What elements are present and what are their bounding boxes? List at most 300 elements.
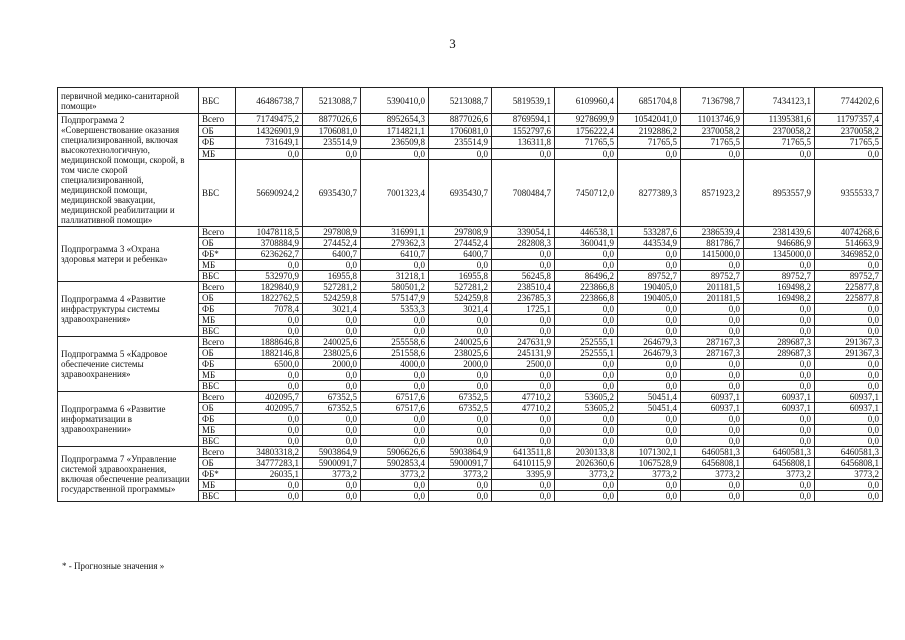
value-cell: 223866,8: [555, 282, 618, 293]
value-cell: 225877,8: [815, 293, 883, 304]
value-cell: 3773,2: [555, 469, 618, 480]
funding-source-cell: Всего: [199, 392, 236, 403]
value-cell: 0,0: [236, 315, 303, 326]
value-cell: 0,0: [303, 315, 361, 326]
value-cell: 0,0: [681, 491, 744, 502]
value-cell: 2030133,8: [555, 447, 618, 458]
table-row: [58, 88, 883, 114]
funding-source-cell: ВБС: [199, 436, 236, 447]
value-cell: 240025,6: [303, 337, 361, 348]
value-cell: 0,0: [555, 436, 618, 447]
value-cell: 0,0: [492, 370, 555, 381]
value-cell: 291367,3: [815, 337, 883, 348]
value-cell: 0,0: [815, 304, 883, 315]
value-cell: 274452,4: [429, 238, 492, 249]
program-name-cell: Подпрограмма 7 «Управление системой здравоохранения, включая обеспечение реализации государственной программы»: [58, 447, 199, 502]
value-cell: 2370058,2: [681, 125, 744, 137]
value-cell: 5900091,7: [429, 458, 492, 469]
value-cell: 8571923,2: [681, 160, 744, 227]
value-cell: 0,0: [744, 359, 815, 370]
value-cell: 67352,5: [303, 403, 361, 414]
value-cell: 252555,1: [555, 348, 618, 359]
funding-source-cell: ВБС: [199, 88, 236, 114]
value-cell: 5902853,4: [361, 458, 429, 469]
value-cell: 6460581,3: [681, 447, 744, 458]
value-cell: 0,0: [429, 381, 492, 392]
value-cell: 0,0: [618, 480, 681, 491]
program-name-cell: Подпрограмма 6 «Развитие информатизации в здравоохранении»: [58, 392, 199, 447]
value-cell: 8877026,6: [303, 114, 361, 126]
value-cell: 190405,0: [618, 282, 681, 293]
funding-source-cell: Всего: [199, 282, 236, 293]
value-cell: 1714821,1: [361, 125, 429, 137]
value-cell: 7136798,7: [681, 88, 744, 114]
value-cell: 47710,2: [492, 392, 555, 403]
value-cell: 0,0: [618, 249, 681, 260]
funding-source-cell: ВБС: [199, 160, 236, 227]
value-cell: 1415000,0: [681, 249, 744, 260]
value-cell: 60937,1: [815, 403, 883, 414]
value-cell: 0,0: [303, 436, 361, 447]
value-cell: 339054,1: [492, 227, 555, 238]
value-cell: 5819539,1: [492, 88, 555, 114]
value-cell: 0,0: [429, 326, 492, 337]
value-cell: 3708884,9: [236, 238, 303, 249]
value-cell: 0,0: [361, 315, 429, 326]
value-cell: 14326901,9: [236, 125, 303, 137]
value-cell: 3773,2: [618, 469, 681, 480]
value-cell: 0,0: [361, 148, 429, 160]
value-cell: 3773,2: [744, 469, 815, 480]
value-cell: 0,0: [681, 304, 744, 315]
value-cell: 26035,1: [236, 469, 303, 480]
value-cell: 50451,4: [618, 403, 681, 414]
value-cell: 0,0: [555, 148, 618, 160]
value-cell: 235514,9: [429, 137, 492, 149]
value-cell: 0,0: [555, 326, 618, 337]
value-cell: 8769594,1: [492, 114, 555, 126]
value-cell: 2370058,2: [815, 125, 883, 137]
value-cell: 527281,2: [303, 282, 361, 293]
value-cell: 86496,2: [555, 271, 618, 282]
value-cell: 0,0: [815, 260, 883, 271]
value-cell: 5906626,6: [361, 447, 429, 458]
value-cell: 71749475,2: [236, 114, 303, 126]
value-cell: 2026360,6: [555, 458, 618, 469]
value-cell: 0,0: [429, 370, 492, 381]
value-cell: 443534,9: [618, 238, 681, 249]
funding-source-cell: ВБС: [199, 271, 236, 282]
funding-source-cell: ОБ: [199, 293, 236, 304]
value-cell: 0,0: [815, 425, 883, 436]
value-cell: 5390410,0: [361, 88, 429, 114]
value-cell: 0,0: [303, 491, 361, 502]
value-cell: 0,0: [303, 326, 361, 337]
value-cell: 0,0: [361, 480, 429, 491]
value-cell: 0,0: [429, 414, 492, 425]
value-cell: 0,0: [681, 414, 744, 425]
value-cell: 0,0: [618, 315, 681, 326]
value-cell: 0,0: [681, 370, 744, 381]
value-cell: 6500,0: [236, 359, 303, 370]
value-cell: 0,0: [236, 370, 303, 381]
value-cell: 2000,0: [303, 359, 361, 370]
value-cell: 89752,7: [618, 271, 681, 282]
value-cell: 3773,2: [815, 469, 883, 480]
value-cell: 67352,5: [429, 403, 492, 414]
value-cell: 53605,2: [555, 392, 618, 403]
value-cell: 0,0: [361, 370, 429, 381]
value-cell: 0,0: [303, 425, 361, 436]
value-cell: 6400,7: [429, 249, 492, 260]
value-cell: 7001323,4: [361, 160, 429, 227]
value-cell: 5213088,7: [429, 88, 492, 114]
value-cell: 0,0: [492, 249, 555, 260]
value-cell: 60937,1: [744, 392, 815, 403]
funding-source-cell: МБ: [199, 370, 236, 381]
value-cell: 6400,7: [303, 249, 361, 260]
value-cell: 0,0: [303, 480, 361, 491]
value-cell: 46486738,7: [236, 88, 303, 114]
value-cell: 5213088,7: [303, 88, 361, 114]
value-cell: 9355533,7: [815, 160, 883, 227]
value-cell: 2370058,2: [744, 125, 815, 137]
value-cell: 7434123,1: [744, 88, 815, 114]
value-cell: 0,0: [681, 260, 744, 271]
value-cell: 0,0: [815, 148, 883, 160]
funding-source-cell: МБ: [199, 260, 236, 271]
value-cell: 524259,8: [429, 293, 492, 304]
value-cell: 60937,1: [815, 392, 883, 403]
value-cell: 731649,1: [236, 137, 303, 149]
value-cell: 0,0: [618, 304, 681, 315]
value-cell: 8277389,3: [618, 160, 681, 227]
funding-source-cell: ВБС: [199, 326, 236, 337]
value-cell: 0,0: [361, 436, 429, 447]
value-cell: 47710,2: [492, 403, 555, 414]
value-cell: 0,0: [555, 249, 618, 260]
value-cell: 0,0: [429, 436, 492, 447]
value-cell: 0,0: [744, 148, 815, 160]
value-cell: 0,0: [815, 491, 883, 502]
value-cell: 53605,2: [555, 403, 618, 414]
value-cell: 514663,9: [815, 238, 883, 249]
value-cell: 0,0: [303, 260, 361, 271]
value-cell: 34803318,2: [236, 447, 303, 458]
funding-source-cell: ФБ*: [199, 469, 236, 480]
value-cell: 8952654,3: [361, 114, 429, 126]
value-cell: 0,0: [681, 425, 744, 436]
value-cell: 8877026,6: [429, 114, 492, 126]
value-cell: 0,0: [744, 326, 815, 337]
value-cell: 289687,3: [744, 348, 815, 359]
value-cell: 225877,8: [815, 282, 883, 293]
value-cell: 0,0: [492, 326, 555, 337]
value-cell: 252555,1: [555, 337, 618, 348]
value-cell: 2000,0: [429, 359, 492, 370]
value-cell: 6935430,7: [429, 160, 492, 227]
funding-source-cell: ФБ: [199, 359, 236, 370]
value-cell: 60937,1: [681, 392, 744, 403]
value-cell: 6456808,1: [744, 458, 815, 469]
value-cell: 50451,4: [618, 392, 681, 403]
value-cell: 287167,3: [681, 337, 744, 348]
value-cell: 0,0: [492, 381, 555, 392]
value-cell: 67517,6: [361, 392, 429, 403]
value-cell: 7080484,7: [492, 160, 555, 227]
value-cell: 238025,6: [303, 348, 361, 359]
value-cell: 0,0: [681, 315, 744, 326]
value-cell: 67352,5: [303, 392, 361, 403]
value-cell: 0,0: [744, 370, 815, 381]
funding-source-cell: ОБ: [199, 125, 236, 137]
value-cell: 4000,0: [361, 359, 429, 370]
value-cell: 0,0: [618, 414, 681, 425]
value-cell: 5903864,9: [303, 447, 361, 458]
value-cell: 0,0: [618, 491, 681, 502]
value-cell: 9278699,9: [555, 114, 618, 126]
value-cell: 0,0: [555, 381, 618, 392]
value-cell: 0,0: [236, 414, 303, 425]
funding-source-cell: Всего: [199, 447, 236, 458]
value-cell: 2500,0: [492, 359, 555, 370]
value-cell: 0,0: [618, 326, 681, 337]
value-cell: 136311,8: [492, 137, 555, 149]
value-cell: 1888646,8: [236, 337, 303, 348]
value-cell: 0,0: [492, 148, 555, 160]
value-cell: 0,0: [361, 425, 429, 436]
value-cell: 1822762,5: [236, 293, 303, 304]
value-cell: 89752,7: [744, 271, 815, 282]
value-cell: 0,0: [429, 425, 492, 436]
value-cell: 240025,6: [429, 337, 492, 348]
value-cell: 0,0: [492, 425, 555, 436]
value-cell: 446538,1: [555, 227, 618, 238]
value-cell: 236785,3: [492, 293, 555, 304]
value-cell: 282808,3: [492, 238, 555, 249]
value-cell: 0,0: [429, 315, 492, 326]
value-cell: 1345000,0: [744, 249, 815, 260]
funding-source-cell: Всего: [199, 227, 236, 238]
value-cell: 0,0: [815, 359, 883, 370]
value-cell: 56245,8: [492, 271, 555, 282]
page-number: 3: [449, 36, 456, 51]
value-cell: 201181,5: [681, 282, 744, 293]
value-cell: 10542041,0: [618, 114, 681, 126]
value-cell: 16955,8: [303, 271, 361, 282]
value-cell: 0,0: [492, 436, 555, 447]
funding-source-cell: МБ: [199, 148, 236, 160]
value-cell: 0,0: [555, 480, 618, 491]
value-cell: 0,0: [555, 315, 618, 326]
value-cell: 6413511,8: [492, 447, 555, 458]
value-cell: 0,0: [681, 326, 744, 337]
value-cell: 10478118,5: [236, 227, 303, 238]
table-row: [58, 282, 883, 293]
value-cell: 67517,6: [361, 403, 429, 414]
program-name-cell: Подпрограмма 4 «Развитие инфраструктуры системы здравоохранения»: [58, 282, 199, 337]
value-cell: 0,0: [555, 425, 618, 436]
value-cell: 0,0: [681, 480, 744, 491]
value-cell: 11797357,4: [815, 114, 883, 126]
value-cell: 524259,8: [303, 293, 361, 304]
value-cell: 56690924,2: [236, 160, 303, 227]
value-cell: 6460581,3: [744, 447, 815, 458]
value-cell: 60937,1: [681, 403, 744, 414]
value-cell: 360041,9: [555, 238, 618, 249]
value-cell: 532970,9: [236, 271, 303, 282]
value-cell: 5900091,7: [303, 458, 361, 469]
value-cell: 31218,1: [361, 271, 429, 282]
value-cell: 274452,4: [303, 238, 361, 249]
value-cell: 297808,9: [303, 227, 361, 238]
value-cell: 0,0: [744, 436, 815, 447]
value-cell: 3395,9: [492, 469, 555, 480]
value-cell: 0,0: [681, 148, 744, 160]
table-row: [58, 227, 883, 238]
value-cell: 6236262,7: [236, 249, 303, 260]
value-cell: 236509,8: [361, 137, 429, 149]
table-row: [58, 447, 883, 458]
value-cell: 0,0: [744, 304, 815, 315]
value-cell: 3773,2: [361, 469, 429, 480]
value-cell: 297808,9: [429, 227, 492, 238]
value-cell: 316991,1: [361, 227, 429, 238]
funding-source-cell: ОБ: [199, 458, 236, 469]
value-cell: 1706081,0: [429, 125, 492, 137]
value-cell: 3021,4: [303, 304, 361, 315]
value-cell: 881786,7: [681, 238, 744, 249]
value-cell: 223866,8: [555, 293, 618, 304]
value-cell: 0,0: [815, 436, 883, 447]
value-cell: 6109960,4: [555, 88, 618, 114]
value-cell: 0,0: [618, 425, 681, 436]
value-cell: 3773,2: [681, 469, 744, 480]
value-cell: 201181,5: [681, 293, 744, 304]
value-cell: 1882146,8: [236, 348, 303, 359]
value-cell: 264679,3: [618, 337, 681, 348]
value-cell: 8953557,9: [744, 160, 815, 227]
value-cell: 0,0: [744, 480, 815, 491]
value-cell: 1071302,1: [618, 447, 681, 458]
value-cell: 6851704,8: [618, 88, 681, 114]
value-cell: 0,0: [361, 260, 429, 271]
funding-source-cell: МБ: [199, 315, 236, 326]
value-cell: 0,0: [361, 326, 429, 337]
value-cell: 0,0: [744, 425, 815, 436]
value-cell: 11013746,9: [681, 114, 744, 126]
value-cell: 3021,4: [429, 304, 492, 315]
value-cell: 0,0: [618, 370, 681, 381]
funding-source-cell: МБ: [199, 480, 236, 491]
value-cell: 1552797,6: [492, 125, 555, 137]
value-cell: 71765,5: [681, 137, 744, 149]
value-cell: 11395381,6: [744, 114, 815, 126]
value-cell: 1706081,0: [303, 125, 361, 137]
value-cell: 0,0: [236, 260, 303, 271]
value-cell: 0,0: [361, 381, 429, 392]
footnote: * - Прогнозные значения »: [62, 561, 165, 571]
funding-source-cell: ОБ: [199, 403, 236, 414]
value-cell: 580501,2: [361, 282, 429, 293]
value-cell: 0,0: [303, 148, 361, 160]
value-cell: 0,0: [492, 491, 555, 502]
value-cell: 0,0: [492, 315, 555, 326]
value-cell: 0,0: [618, 148, 681, 160]
value-cell: 0,0: [303, 370, 361, 381]
value-cell: 3469852,0: [815, 249, 883, 260]
value-cell: 0,0: [236, 148, 303, 160]
value-cell: 7744202,6: [815, 88, 883, 114]
value-cell: 245131,9: [492, 348, 555, 359]
value-cell: 2386539,4: [681, 227, 744, 238]
value-cell: 4074268,6: [815, 227, 883, 238]
value-cell: 402095,7: [236, 392, 303, 403]
program-name-cell: Подпрограмма 5 «Кадровое обеспечение системы здравоохранения»: [58, 337, 199, 392]
value-cell: 946686,9: [744, 238, 815, 249]
value-cell: 0,0: [618, 381, 681, 392]
value-cell: 0,0: [744, 414, 815, 425]
value-cell: 0,0: [555, 304, 618, 315]
value-cell: 289687,3: [744, 337, 815, 348]
funding-source-cell: ОБ: [199, 348, 236, 359]
value-cell: 0,0: [492, 480, 555, 491]
value-cell: 527281,2: [429, 282, 492, 293]
value-cell: 235514,9: [303, 137, 361, 149]
value-cell: 0,0: [815, 326, 883, 337]
value-cell: 1756222,4: [555, 125, 618, 137]
value-cell: 60937,1: [744, 403, 815, 414]
value-cell: 71765,5: [744, 137, 815, 149]
value-cell: 0,0: [681, 436, 744, 447]
value-cell: 0,0: [236, 425, 303, 436]
value-cell: 6935430,7: [303, 160, 361, 227]
value-cell: 1725,1: [492, 304, 555, 315]
value-cell: 0,0: [555, 491, 618, 502]
value-cell: 1067528,9: [618, 458, 681, 469]
value-cell: 238025,6: [429, 348, 492, 359]
value-cell: 0,0: [429, 260, 492, 271]
value-cell: 402095,7: [236, 403, 303, 414]
table-row: [58, 337, 883, 348]
value-cell: 0,0: [303, 381, 361, 392]
value-cell: 0,0: [555, 414, 618, 425]
value-cell: 287167,3: [681, 348, 744, 359]
value-cell: 0,0: [361, 491, 429, 502]
value-cell: 0,0: [236, 491, 303, 502]
value-cell: 533287,6: [618, 227, 681, 238]
table-row: [58, 392, 883, 403]
value-cell: 0,0: [744, 260, 815, 271]
value-cell: 0,0: [815, 414, 883, 425]
value-cell: 0,0: [815, 381, 883, 392]
value-cell: 0,0: [815, 370, 883, 381]
value-cell: 1829840,9: [236, 282, 303, 293]
value-cell: 6410115,9: [492, 458, 555, 469]
value-cell: 3773,2: [429, 469, 492, 480]
value-cell: 0,0: [618, 436, 681, 447]
value-cell: 0,0: [815, 315, 883, 326]
funding-source-cell: ВБС: [199, 381, 236, 392]
funding-source-cell: ФБ: [199, 137, 236, 149]
value-cell: 0,0: [236, 436, 303, 447]
value-cell: 0,0: [744, 381, 815, 392]
value-cell: 16955,8: [429, 271, 492, 282]
budget-table: [57, 87, 883, 502]
value-cell: 0,0: [361, 414, 429, 425]
value-cell: 0,0: [429, 491, 492, 502]
value-cell: 2192886,2: [618, 125, 681, 137]
